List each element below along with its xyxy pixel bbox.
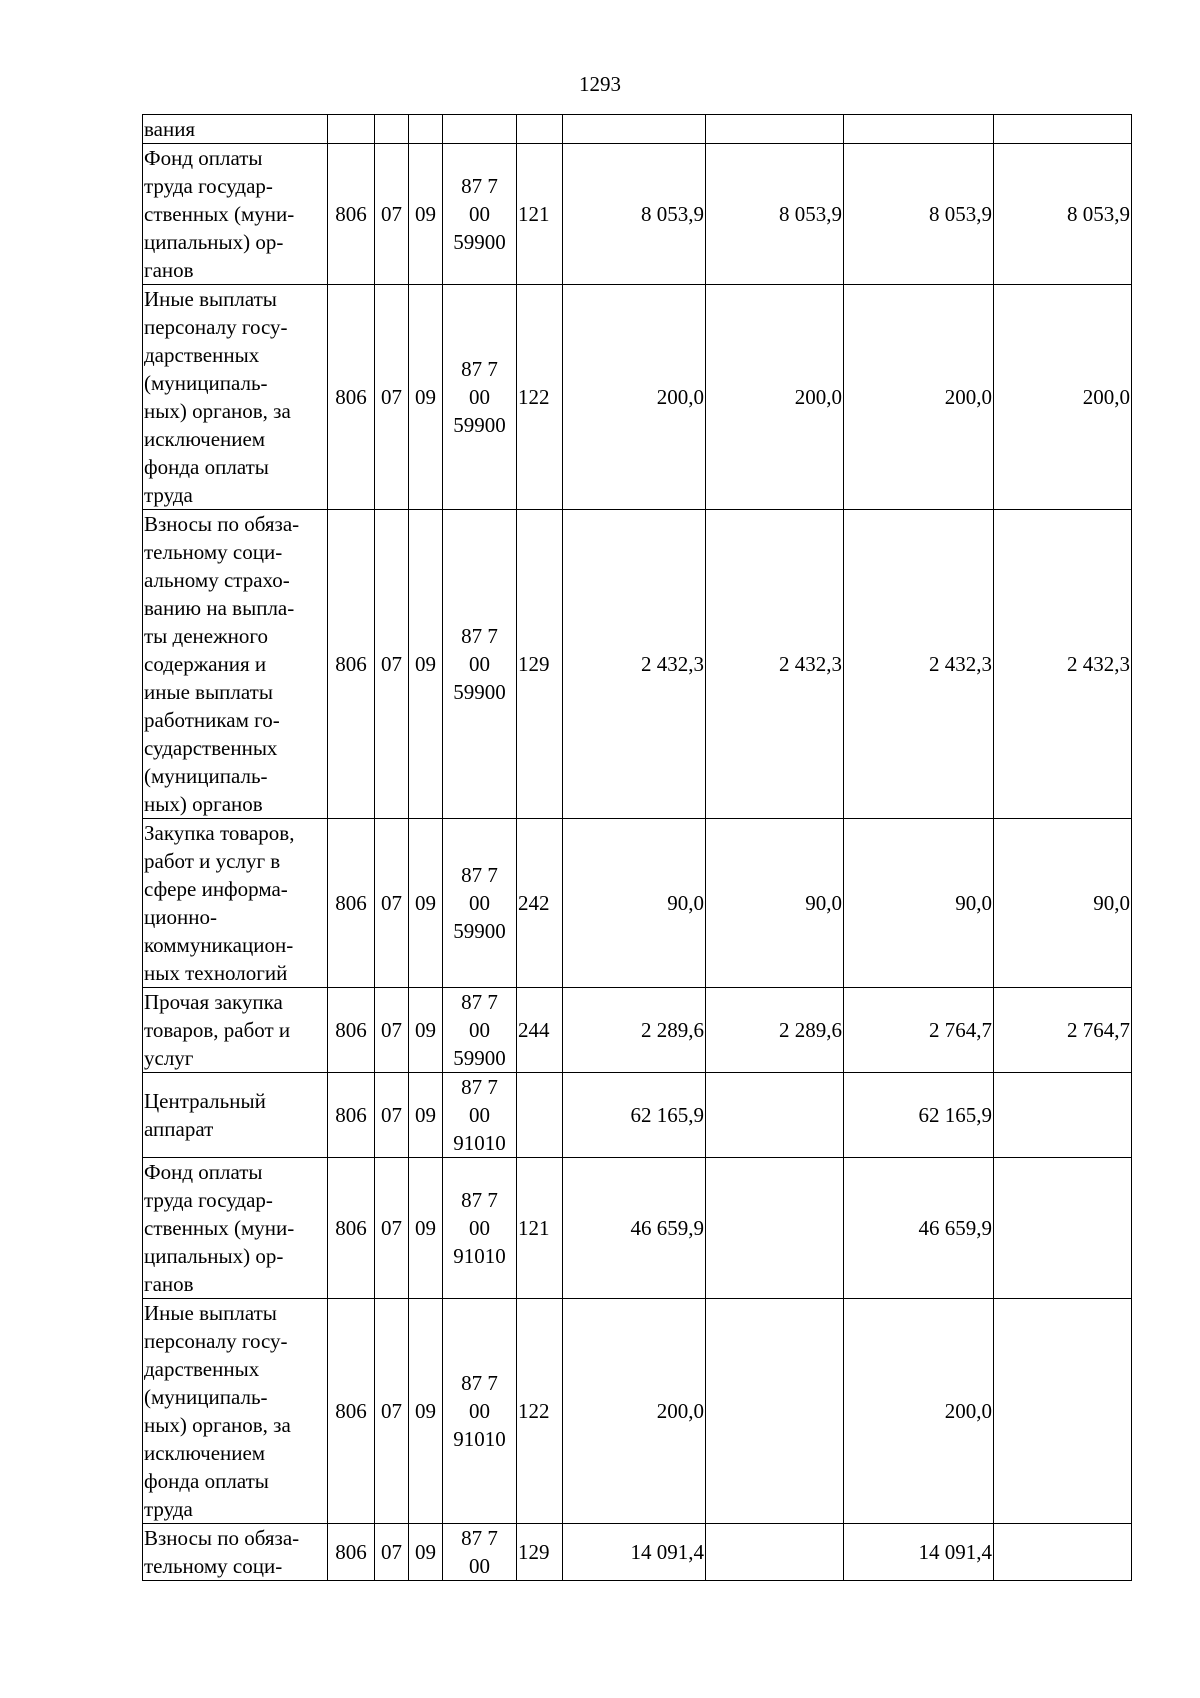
target-article-cell: 87 7 00 91010 (443, 1073, 517, 1158)
target-article-cell: 87 7 00 91010 (443, 1299, 517, 1524)
amount-cell-1: 200,0 (563, 285, 706, 510)
ved-cell: 806 (328, 819, 375, 988)
subsection-cell: 09 (409, 285, 443, 510)
ved-cell: 806 (328, 510, 375, 819)
amount-cell-4 (994, 1073, 1132, 1158)
expense-type-cell: 242 (517, 819, 563, 988)
expense-type-cell: 244 (517, 988, 563, 1073)
item-name-line: ственных (муни- (144, 1216, 295, 1240)
amount-cell-4 (994, 115, 1132, 144)
target-article-cell: 87 7 00 59900 (443, 285, 517, 510)
section-cell: 07 (375, 1524, 409, 1581)
amount-cell-3: 2 764,7 (844, 988, 994, 1073)
ved-cell: 806 (328, 988, 375, 1073)
item-name-line: альному страхо- (144, 568, 290, 592)
subsection-cell: 09 (409, 1524, 443, 1581)
expense-type-cell (517, 115, 563, 144)
subsection-cell: 09 (409, 819, 443, 988)
amount-cell-1: 2 432,3 (563, 510, 706, 819)
amount-cell-2: 2 289,6 (706, 988, 844, 1073)
amount-cell-1: 8 053,9 (563, 144, 706, 285)
page-number: 1293 (579, 72, 621, 96)
subsection-cell: 09 (409, 1073, 443, 1158)
table-body (143, 115, 1132, 1581)
item-name-line: вания (144, 117, 196, 141)
item-name-line: Взносы по обяза- (144, 512, 300, 536)
amount-cell-2: 2 432,3 (706, 510, 844, 819)
item-name-cell (143, 1158, 328, 1299)
ved-cell: 806 (328, 1073, 375, 1158)
item-name-line: ванию на выпла- (144, 596, 295, 620)
section-cell: 07 (375, 1299, 409, 1524)
expense-type-cell: 122 (517, 1299, 563, 1524)
item-name-line: фонда оплаты (144, 1469, 269, 1493)
expense-type-cell: 129 (517, 510, 563, 819)
subsection-cell: 09 (409, 144, 443, 285)
item-name-cell (143, 144, 328, 285)
item-name-line: содержания и (144, 652, 267, 676)
amount-cell-4: 200,0 (994, 285, 1132, 510)
amount-cell-2: 90,0 (706, 819, 844, 988)
amount-cell-3 (844, 115, 994, 144)
item-name-line: труда (144, 1497, 193, 1521)
amount-cell-2: 8 053,9 (706, 144, 844, 285)
table-row (143, 115, 1132, 144)
table-row (143, 1158, 1132, 1299)
item-name-line: ционно- (144, 905, 217, 929)
subsection-cell: 09 (409, 510, 443, 819)
amount-cell-4: 8 053,9 (994, 144, 1132, 285)
item-name-cell (143, 988, 328, 1073)
ved-cell: 806 (328, 1299, 375, 1524)
section-cell: 07 (375, 1158, 409, 1299)
budget-table (142, 114, 1132, 1581)
item-name-line: персоналу госу- (144, 315, 288, 339)
table-row (143, 1299, 1132, 1524)
target-article-cell (443, 115, 517, 144)
item-name-cell (143, 285, 328, 510)
amount-cell-2: 200,0 (706, 285, 844, 510)
expense-type-cell (517, 1073, 563, 1158)
item-name-line: Центральный (144, 1089, 266, 1113)
item-name-line: персоналу госу- (144, 1329, 288, 1353)
table-row (143, 144, 1132, 285)
item-name-line: исключением (144, 1441, 266, 1465)
section-cell (375, 115, 409, 144)
item-name-line: ных) органов, за (144, 399, 291, 423)
section-cell: 07 (375, 285, 409, 510)
amount-cell-3: 200,0 (844, 285, 994, 510)
item-name-line: труда государ- (144, 174, 273, 198)
item-name-line: ципальных) ор- (144, 230, 284, 254)
amount-cell-4: 2 432,3 (994, 510, 1132, 819)
expense-type-cell: 121 (517, 1158, 563, 1299)
item-name-line: труда (144, 483, 193, 507)
amount-cell-4: 90,0 (994, 819, 1132, 988)
target-article-cell: 87 7 00 59900 (443, 510, 517, 819)
expense-type-cell: 122 (517, 285, 563, 510)
item-name-line: Взносы по обяза- (144, 1526, 300, 1550)
amount-cell-4 (994, 1158, 1132, 1299)
ved-cell: 806 (328, 285, 375, 510)
amount-cell-1: 62 165,9 (563, 1073, 706, 1158)
table-row (143, 510, 1132, 819)
amount-cell-1: 200,0 (563, 1299, 706, 1524)
target-article-cell: 87 7 00 59900 (443, 988, 517, 1073)
item-name-line: Фонд оплаты (144, 1160, 263, 1184)
amount-cell-2 (706, 115, 844, 144)
item-name-line: услуг (144, 1046, 194, 1070)
table-row (143, 988, 1132, 1073)
expense-type-cell: 129 (517, 1524, 563, 1581)
subsection-cell (409, 115, 443, 144)
ved-cell: 806 (328, 1524, 375, 1581)
item-name-cell (143, 510, 328, 819)
section-cell: 07 (375, 510, 409, 819)
section-cell: 07 (375, 1073, 409, 1158)
expense-type-cell: 121 (517, 144, 563, 285)
item-name-cell (143, 1073, 328, 1158)
amount-cell-3: 8 053,9 (844, 144, 994, 285)
item-name-line: (муниципаль- (144, 371, 268, 395)
item-name-line: Иные выплаты (144, 1301, 277, 1325)
section-cell: 07 (375, 144, 409, 285)
item-name-cell (143, 1299, 328, 1524)
item-name-line: товаров, работ и (144, 1018, 291, 1042)
item-name-line: фонда оплаты (144, 455, 269, 479)
table-row (143, 1073, 1132, 1158)
table-row (143, 1524, 1132, 1581)
subsection-cell: 09 (409, 988, 443, 1073)
subsection-cell: 09 (409, 1299, 443, 1524)
item-name-line: (муниципаль- (144, 764, 268, 788)
amount-cell-1: 2 289,6 (563, 988, 706, 1073)
amount-cell-2 (706, 1158, 844, 1299)
amount-cell-3: 14 091,4 (844, 1524, 994, 1581)
target-article-cell: 87 7 00 91010 (443, 1158, 517, 1299)
item-name-line: сфере информа- (144, 877, 288, 901)
section-cell: 07 (375, 819, 409, 988)
amount-cell-1 (563, 115, 706, 144)
amount-cell-2 (706, 1073, 844, 1158)
ved-cell: 806 (328, 1158, 375, 1299)
item-name-cell (143, 819, 328, 988)
item-name-line: (муниципаль- (144, 1385, 268, 1409)
target-article-cell: 87 7 00 (443, 1524, 517, 1581)
target-article-cell: 87 7 00 59900 (443, 819, 517, 988)
table-row (143, 819, 1132, 988)
item-name-line: ных) органов (144, 792, 263, 816)
item-name-line: тельному соци- (144, 1554, 283, 1578)
section-cell: 07 (375, 988, 409, 1073)
item-name-line: Фонд оплаты (144, 146, 263, 170)
item-name-line: работ и услуг в (144, 849, 281, 873)
amount-cell-4 (994, 1299, 1132, 1524)
target-article-cell: 87 7 00 59900 (443, 144, 517, 285)
item-name-line: ты денежного (144, 624, 268, 648)
table-row (143, 285, 1132, 510)
item-name-line: коммуникацион- (144, 933, 294, 957)
ved-cell: 806 (328, 144, 375, 285)
item-name-line: Прочая закупка (144, 990, 283, 1014)
item-name-line: работникам го- (144, 708, 280, 732)
amount-cell-1: 90,0 (563, 819, 706, 988)
amount-cell-2 (706, 1524, 844, 1581)
item-name-line: ганов (144, 258, 194, 282)
item-name-line: ных технологий (144, 961, 288, 985)
item-name-line: дарственных (144, 343, 260, 367)
ved-cell (328, 115, 375, 144)
amount-cell-4 (994, 1524, 1132, 1581)
amount-cell-1: 46 659,9 (563, 1158, 706, 1299)
item-name-line: иные выплаты (144, 680, 273, 704)
amount-cell-3: 200,0 (844, 1299, 994, 1524)
amount-cell-3: 90,0 (844, 819, 994, 988)
amount-cell-1: 14 091,4 (563, 1524, 706, 1581)
amount-cell-2 (706, 1299, 844, 1524)
item-name-line: аппарат (144, 1117, 214, 1141)
item-name-line: ственных (муни- (144, 202, 295, 226)
item-name-cell (143, 1524, 328, 1581)
item-name-line: ганов (144, 1272, 194, 1296)
amount-cell-4: 2 764,7 (994, 988, 1132, 1073)
item-name-line: Закупка товаров, (144, 821, 295, 845)
amount-cell-3: 46 659,9 (844, 1158, 994, 1299)
item-name-line: Иные выплаты (144, 287, 277, 311)
subsection-cell: 09 (409, 1158, 443, 1299)
item-name-line: дарственных (144, 1357, 260, 1381)
item-name-line: ципальных) ор- (144, 1244, 284, 1268)
amount-cell-3: 2 432,3 (844, 510, 994, 819)
item-name-line: исключением (144, 427, 266, 451)
item-name-cell (143, 115, 328, 144)
amount-cell-3: 62 165,9 (844, 1073, 994, 1158)
item-name-line: сударственных (144, 736, 278, 760)
item-name-line: тельному соци- (144, 540, 283, 564)
item-name-line: ных) органов, за (144, 1413, 291, 1437)
item-name-line: труда государ- (144, 1188, 273, 1212)
